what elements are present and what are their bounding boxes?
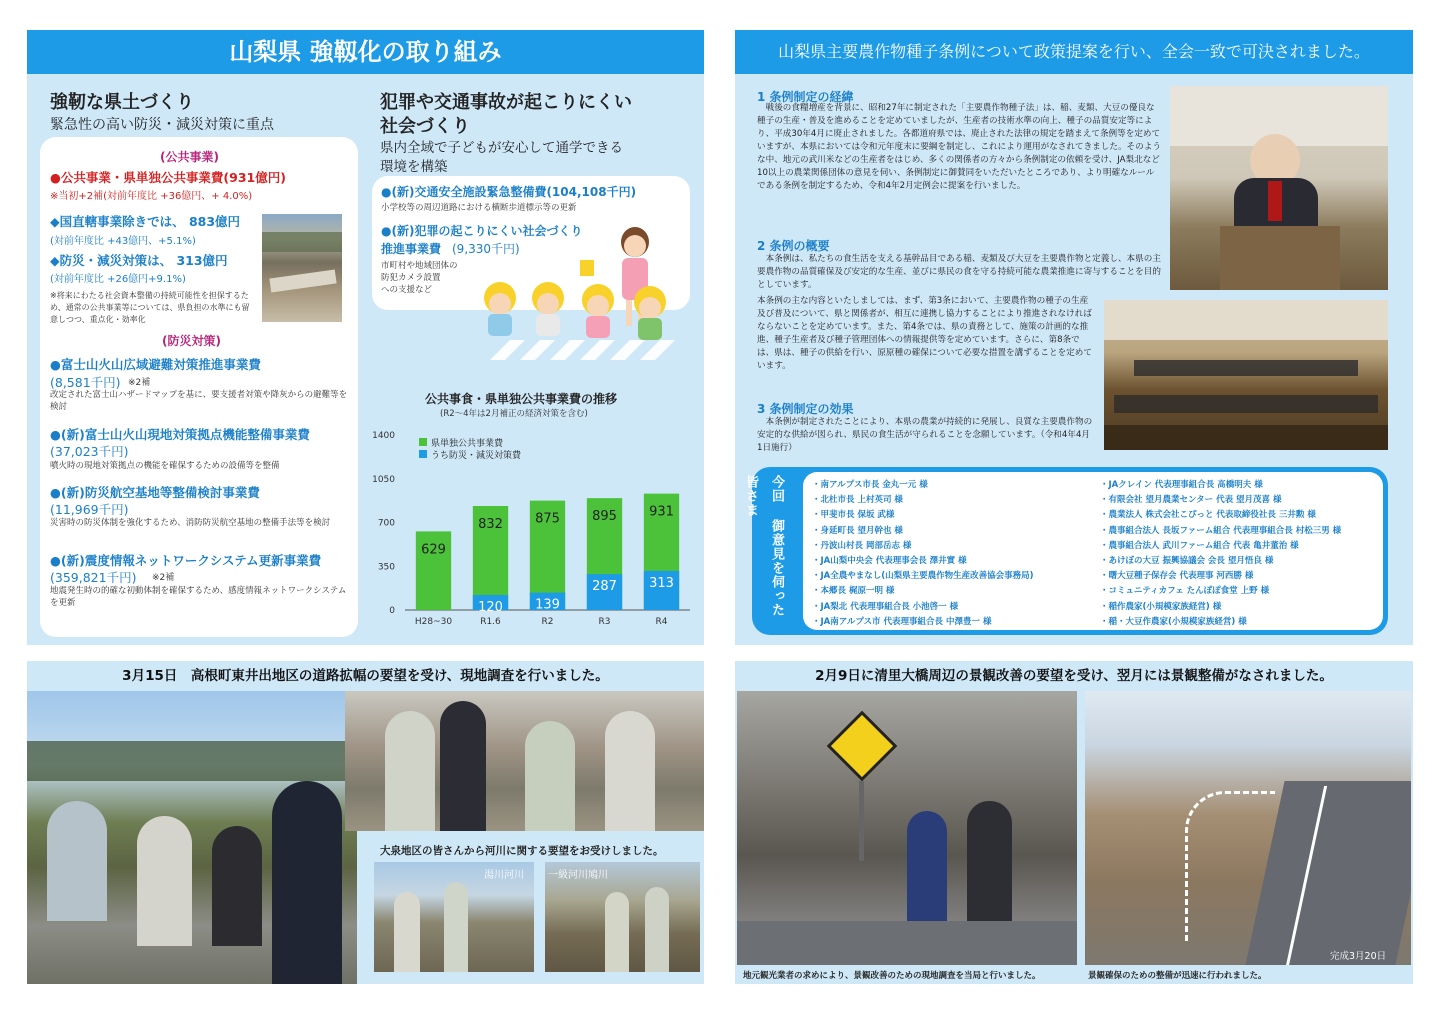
budget-bar-chart (365, 420, 700, 630)
river-label-1: 湯川河川 (484, 870, 524, 881)
consulted-name-right-2: ・農業法人 株式会社こぴっと 代表取締役社長 三井勲 様 (1100, 510, 1316, 521)
scenery-caption-left: 地元観光業者の求めにより、景観改善のための現地調査を当局と行いました。 (743, 971, 1041, 981)
background-body: 戦後の食糧増産を背景に、昭和27年に制定された「主要農作物種子法」は、稲、麦類、大豆の優良な種子の生産・普及を進めることを定めていましたが、生産者の技術水準の向上、種子の品質安定等により、平成30年4月に廃止されました。各都道府県では、廃止された法律の規定を踏まえて条例等を定めていますが、本県においては令和元年度末に要綱を制定し、これにより運用がなされてきました。そのような中、地元の武川米などの生産者をはじめ、多くの関係者の方々から条例制定の依頼を受け、JA梨北など10以上の農業関係団体の意見を伺い、条例制定に御賛同をいただいたところであり、より明確なルールである条例を制定するため、令和4年2月定例会に提案を行いました。 (757, 103, 1161, 191)
road-survey-photo-2 (345, 691, 704, 831)
chart-subtitle: (R2～4年は2月補正の経済対策を含む) (440, 409, 588, 419)
scenery-survey-photo (737, 691, 1077, 965)
y-tick-label: 1400 (372, 431, 395, 441)
item2-amount: (37,023千円) (50, 444, 129, 459)
bar-label-total: 832 (478, 517, 503, 532)
item3-desc: 災害時の防災体制を強化するため、消防防災航空基地の整備手法等を検討 (50, 518, 331, 528)
effect-body: 本条例が制定されたことにより、本県の農業が持続的に発展し、良質な主要農作物の安定的な供給が図られ、県民の食生活が守られることを念願しています。（令和4年4月1日施行） (757, 417, 1093, 453)
national-line: ◆国直轄事業除きでは、 883億円 (50, 214, 241, 229)
completion-date: 完成3月20日 (1330, 951, 1387, 962)
x-tick-label: R1.6 (480, 617, 501, 627)
names-list-left (812, 478, 1087, 630)
item3-title: ●(新)防災航空基地等整備検討事業費 (50, 485, 260, 500)
river-label-2: 一級河川鳩川 (548, 870, 608, 881)
consulted-name-left-1: ・北杜市長 上村英司 様 (812, 495, 903, 506)
safety-subtitle-2: 環境を構築 (380, 159, 448, 175)
item1-desc: 改定された富士山ハザードマップを基に、要支援者対策や降灰からの避難等を検討 (50, 390, 348, 412)
consulted-name-right-8: ・稲作農家(小規模家族経営) 様 (1100, 601, 1222, 612)
bar-label-disaster: 287 (592, 579, 617, 595)
bosai-line: ◆防災・減災対策は、 313億円 (50, 253, 228, 268)
bar-label-disaster: 120 (478, 600, 503, 615)
consulted-name-left-7: ・本郷長 梶原一明 様 (812, 586, 895, 597)
y-tick-label: 700 (377, 518, 395, 529)
crime-item-amount: (9,330千円) (452, 242, 520, 256)
background-heading: 1 条例制定の経緯 (757, 90, 854, 104)
consulted-name-left-8: ・JA梨北 代表理事組合長 小池啓一 様 (812, 601, 959, 612)
bar-label-total: 629 (421, 542, 446, 558)
disaster-label: (防災対策) (162, 334, 221, 348)
road-survey-photo-1 (27, 691, 357, 984)
item1-amount: (8,581千円) (50, 375, 121, 390)
item1-note: ※2補 (128, 378, 151, 388)
consulted-name-right-1: ・有限会社 望月農業センター 代表 望月茂喜 様 (1100, 495, 1282, 506)
x-tick-label: H28~30 (414, 617, 453, 627)
road-survey-banner: 3月15日 高根町東井出地区の道路拡幅の要望を受け、現地調査を行いました。 (27, 661, 704, 691)
land-subtitle: 緊急性の高い防災・減災対策に重点 (50, 117, 274, 133)
bosai-desc: ※将来にわたる社会資本整備の持続可能性を担保するため、通常の公共事業等については、県負担の水準にも留意しつつ、重点化・効率化 (50, 291, 250, 324)
item1-title: ●富士山火山広域避難対策推進事業費 (50, 357, 261, 372)
item3-amount: (11,969千円) (50, 502, 129, 517)
consulted-name-left-9: ・JA南アルプス市 代表理事組合長 中澤豊一 様 (812, 616, 992, 627)
legend-swatch (419, 450, 427, 458)
bar-label-total: 895 (592, 509, 617, 525)
names-list-right (1100, 478, 1380, 630)
public-works-main: ●公共事業・県単独公共事業費(931億円) (50, 170, 286, 185)
consulted-name-left-6: ・JA全農やまなし(山梨県主要農作物生産改善協会事務局) (812, 571, 1034, 582)
seed-ordinance-banner: 山梨県主要農作物種子条例について政策提案を行い、全会一致で可決されました。 (735, 30, 1413, 74)
traffic-item-desc: 小学校等の周辺道路における横断歩道標示等の更新 (381, 203, 577, 213)
consulted-name-left-3: ・身延町長 望月幹也 様 (812, 525, 903, 536)
consulted-name-right-3: ・農事組合法人 長坂ファーム組合 代表理事組合長 村松三男 様 (1100, 525, 1342, 536)
overview-body-2: 本条例の主な内容といたしましては、まず、第3条において、主要農作物の種子の生産及び普及について、県と関係者が、相互に連携し協力することにより推進されなければならないことを定めています。また、第4条では、県の責務として、施策の計画的な推進、種子生産者及び種子管理団体への情報提供等を定めています。さらに、第8条では、県は、種子の供給を行い、原原種の確保について必要な措置を講ずることを定めています。 (757, 296, 1092, 371)
item2-desc: 噴火時の現地対策拠点の機能を確保するための設備等を整備 (50, 461, 280, 471)
consulted-name-right-0: ・JAクレイン 代表理事組合長 髙橋明夫 様 (1100, 480, 1263, 490)
legend-label: 県単独公共事業費 (431, 439, 504, 449)
bar-label-disaster: 139 (535, 597, 560, 613)
public-works-label: (公共事業) (160, 150, 219, 164)
overview-heading: 2 条例の概要 (757, 239, 830, 253)
consulted-name-left-0: ・南アルプス市長 金丸一元 様 (812, 480, 928, 490)
bar-label-total: 931 (649, 504, 674, 520)
children-crosswalk-illustration (470, 220, 695, 380)
x-tick-label: R3 (598, 617, 611, 627)
strengthening-banner: 山梨県 強靱化の取り組み (27, 30, 704, 74)
land-title: 強靭な県土づくり (50, 92, 194, 113)
y-tick-label: 350 (377, 562, 395, 573)
river-inset-title: 大泉地区の皆さんから河川に関する要望をお受けしました。 (380, 845, 664, 857)
assembly-speech-photo (1170, 86, 1388, 290)
y-tick-label: 1050 (372, 474, 395, 485)
chart-title: 公共事食・県単独公共事業費の推移 (425, 392, 618, 406)
crime-item-title-1: ●(新)犯罪の起こりにくい社会づくり (381, 224, 583, 238)
safety-subtitle-1: 県内全域で子どもが安心して通学できる (380, 140, 623, 156)
legend-label: うち防災・減災対策費 (431, 451, 522, 461)
consulted-name-left-2: ・甲斐市長 保坂 武様 (812, 510, 895, 521)
item4-amount: (359,821千円) (50, 570, 137, 585)
scenery-caption-right: 景観確保のための整備が迅速に行われました。 (1088, 971, 1267, 981)
overview-body-1: 本条例は、私たちの食生活を支える基幹品目である稲、麦類及び大豆を主要農作物と定義し、本県の主要農作物の品質確保及び安定的な生産、並びに県民の食を守る持続可能な農業推進に寄与することを目的としています。 (757, 254, 1161, 290)
legend-swatch (419, 438, 427, 446)
consulted-people-label: 今回 御意見を伺った皆さま (743, 475, 784, 617)
item4-note: ※2補 (152, 573, 175, 583)
bar-label-total: 875 (535, 511, 560, 527)
consulted-name-left-5: ・JA山梨中央会 代表理事会長 澤井實 様 (812, 556, 967, 567)
y-tick-label: 0 (389, 606, 395, 616)
safety-title-2: 社会づくり (380, 116, 470, 137)
crime-item-desc-2: 防犯カメラ設置 (381, 273, 441, 283)
consulted-name-right-9: ・稲・大豆作農家(小規模家族経営) 様 (1100, 616, 1247, 627)
crime-item-desc-1: 市町村や地域団体の (381, 261, 458, 271)
traffic-item-title: ●(新)交通安全施設緊急整備費(104,108千円) (381, 185, 637, 199)
effect-heading: 3 条例制定の効果 (757, 402, 854, 416)
public-works-note: ※当初+2補(対前年度比 +36億円、+ 4.0%) (50, 191, 253, 202)
x-tick-label: R2 (541, 617, 554, 627)
scenery-completed-photo (1085, 691, 1411, 965)
construction-site-photo (262, 214, 342, 322)
scenery-banner: 2月9日に清里大橋周辺の景観改善の要望を受け、翌月には景観整備がなされました。 (735, 661, 1413, 691)
x-tick-label: R4 (655, 617, 668, 627)
item4-desc: 地震発生時の的確な初動体制を確保するため、感度情報ネットワークシステムを更新 (50, 586, 347, 608)
national-note: (対前年度比 +43億円、+5.1%) (50, 236, 196, 247)
safety-title-1: 犯罪や交通事故が起こりにくい (380, 92, 632, 113)
item2-title: ●(新)富士山火山現地対策拠点機能整備事業費 (50, 427, 310, 442)
consulted-name-right-5: ・あけぼの大豆 振興協議会 会長 望月悟良 様 (1100, 556, 1274, 567)
assembly-chamber-photo (1104, 300, 1388, 450)
consulted-name-right-4: ・農事組合法人 武川ファーム組合 代表 亀井董治 様 (1100, 540, 1299, 551)
item4-title: ●(新)震度情報ネットワークシステム更新事業費 (50, 553, 322, 568)
crime-item-desc-3: への支援など (381, 285, 433, 295)
bar-label-disaster: 313 (649, 575, 674, 591)
crime-item-title-2: 推進事業費 (381, 242, 442, 256)
consulted-name-left-4: ・丹波山村長 岡部岳志 様 (812, 540, 912, 551)
consulted-name-right-7: ・コミュニティカフェ たんぽぽ食堂 上野 様 (1100, 586, 1270, 597)
consulted-name-right-6: ・曙大豆種子保存会 代表理事 河西勝 様 (1100, 571, 1254, 582)
bosai-note: (対前年度比 +26億円+9.1%) (50, 274, 186, 285)
